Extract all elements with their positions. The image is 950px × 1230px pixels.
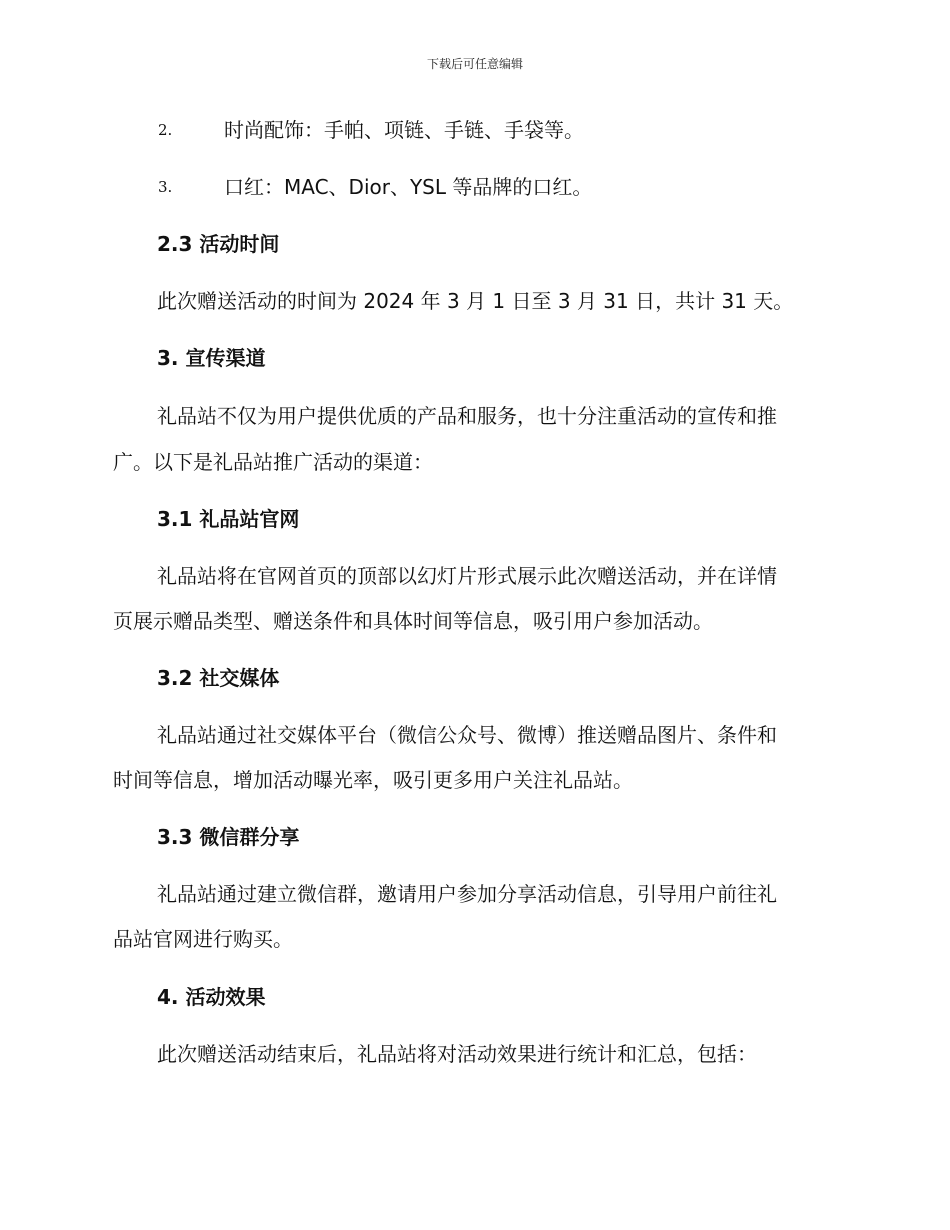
list-text: 时尚配饰：手帕、项链、手链、手袋等。: [224, 118, 584, 142]
paragraph-line: 时间等信息，增加活动曝光率，吸引更多用户关注礼品站。: [113, 768, 633, 792]
section-heading: 2.3 活动时间: [157, 232, 280, 256]
list-text: 口红：MAC、Dior、YSL 等品牌的口红。: [224, 175, 593, 199]
paragraph: 此次赠送活动结束后，礼品站将对活动效果进行统计和汇总，包括：: [157, 1042, 757, 1066]
paragraph-line: 页展示赠品类型、赠送条件和具体时间等信息，吸引用户参加活动。: [113, 609, 713, 633]
paragraph-line: 礼品站通过建立微信群，邀请用户参加分享活动信息，引导用户前往礼: [157, 882, 777, 906]
section-heading: 3.2 社交媒体: [157, 666, 280, 690]
paragraph-line: 礼品站将在官网首页的顶部以幻灯片形式展示此次赠送活动，并在详情: [157, 564, 777, 588]
section-heading: 4. 活动效果: [157, 985, 266, 1009]
section-heading: 3.1 礼品站官网: [157, 507, 300, 531]
section-heading: 3.3 微信群分享: [157, 825, 300, 849]
paragraph-line: 广。以下是礼品站推广活动的渠道：: [113, 450, 433, 474]
page-header: 下载后可任意编辑: [426, 57, 523, 71]
list-number: 3.: [158, 178, 173, 196]
section-heading: 3. 宣传渠道: [157, 346, 266, 370]
paragraph-line: 礼品站不仅为用户提供优质的产品和服务，也十分注重活动的宣传和推: [157, 404, 777, 428]
paragraph-line: 品站官网进行购买。: [113, 927, 293, 951]
list-number: 2.: [158, 121, 173, 139]
paragraph-line: 礼品站通过社交媒体平台（微信公众号、微博）推送赠品图片、条件和: [157, 723, 777, 747]
paragraph: 此次赠送活动的时间为 2024 年 3 月 1 日至 3 月 31 日，共计 31 天。: [157, 289, 794, 313]
